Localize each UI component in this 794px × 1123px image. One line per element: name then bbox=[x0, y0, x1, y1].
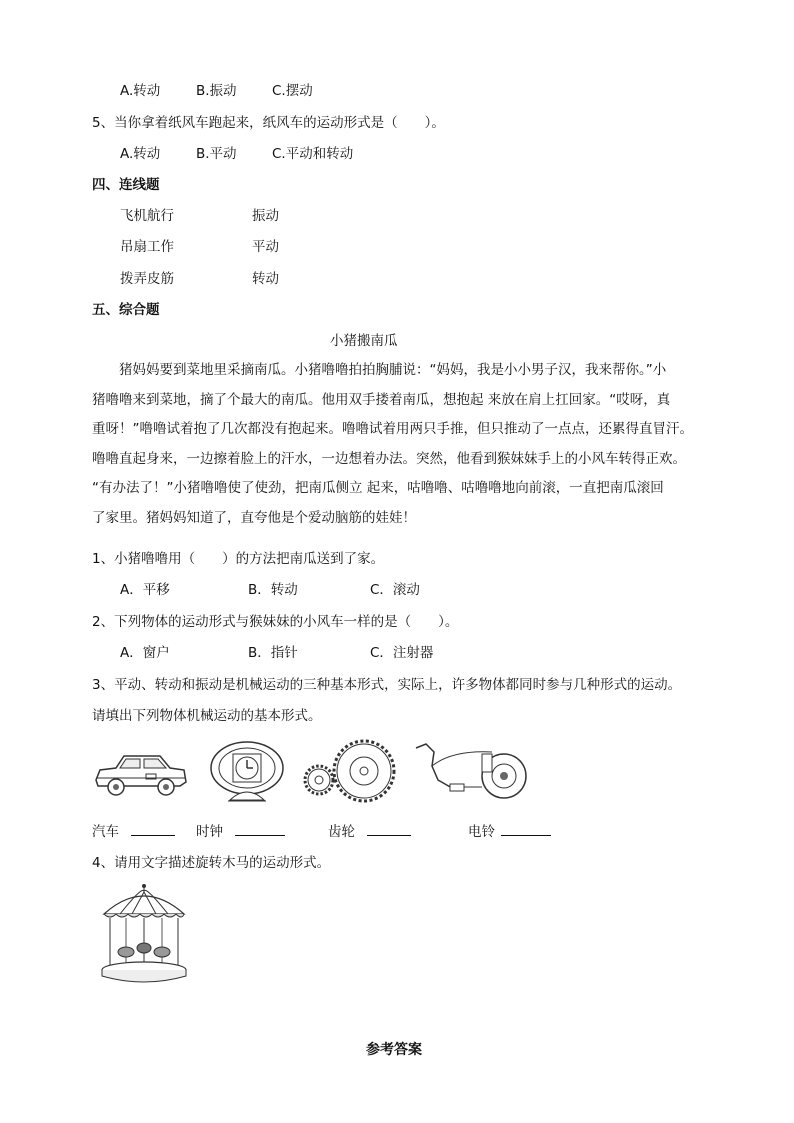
answer-blank[interactable] bbox=[501, 822, 551, 836]
option-a: A.转动 bbox=[120, 146, 161, 162]
option-b: B．转动 bbox=[248, 582, 298, 598]
question-5-stem: 5、当你拿着纸风车跑起来，纸风车的运动形式是（ ）。 bbox=[92, 115, 445, 131]
answer-blank[interactable] bbox=[131, 822, 175, 836]
fill-blank-gear bbox=[328, 822, 411, 842]
item-label: 电铃 bbox=[468, 824, 495, 840]
section-4-title: 四、连线题 bbox=[92, 177, 160, 193]
section-5-title: 五、综合题 bbox=[92, 302, 160, 318]
option-c: C.平动和转动 bbox=[272, 146, 354, 162]
match-left-item: 拨弄皮筋 bbox=[120, 271, 174, 287]
option-b: B．指针 bbox=[248, 645, 298, 661]
option-c: C．注射器 bbox=[370, 645, 434, 661]
fill-blank-car bbox=[92, 822, 175, 842]
clock-illustration bbox=[208, 740, 286, 804]
story-line: 猪噜噜来到菜地，摘了个最大的南瓜。他用双手搂着南瓜，想抱起 来放在肩上扛回家。“哎呀，真 bbox=[92, 391, 671, 408]
item-label: 时钟 bbox=[196, 824, 223, 840]
answer-title: 参考答案 bbox=[366, 1042, 422, 1058]
option-a: A．窗户 bbox=[120, 645, 170, 661]
gears-illustration bbox=[302, 738, 398, 804]
option-c: C.摆动 bbox=[272, 83, 313, 99]
sub-question-1-stem: 1、小猪噜噜用（ ）的方法把南瓜送到了家。 bbox=[92, 551, 385, 567]
match-right-item: 转动 bbox=[252, 271, 279, 287]
option-a: A．平移 bbox=[120, 582, 170, 598]
option-b: B.平动 bbox=[196, 146, 237, 162]
sub-question-4-stem: 4、请用文字描述旋转木马的运动形式。 bbox=[92, 855, 331, 871]
sub-question-2-stem: 2、下列物体的运动形式与猴妹妹的小风车一样的是（ ）。 bbox=[92, 614, 459, 630]
story-line: 猪妈妈要到菜地里采摘南瓜。小猪噜噜拍拍胸脯说：“妈妈，我是小小男子汉，我来帮你。”小 bbox=[92, 362, 667, 378]
fill-blank-clock bbox=[196, 822, 285, 842]
story-line: “有办法了！”小猪噜噜使了使劲，把南瓜侧立 起来，咕噜噜、咕噜噜地向前滚，一直把南瓜滚回 bbox=[92, 480, 664, 496]
story-line: 重呀！”噜噜试着抱了几次都没有抱起来。噜噜试着用两只手推，但只推动了一点点，还累得直冒汗。 bbox=[92, 421, 693, 437]
answer-blank[interactable] bbox=[235, 822, 285, 836]
story-paragraph bbox=[92, 356, 704, 533]
item-label: 齿轮 bbox=[328, 824, 355, 840]
match-right-item: 振动 bbox=[252, 208, 279, 224]
story-line: 噜噜直起身来，一边擦着脸上的汗水，一边想着办法。突然，他看到猴妹妹手上的小风车转得正欢。 bbox=[92, 450, 686, 467]
sub-question-3-stem: 3、平动、转动和振动是机械运动的三种基本形式，实际上，许多物体都同时参与几种形式的运动。 bbox=[92, 677, 682, 693]
item-label: 汽车 bbox=[92, 824, 119, 840]
sub-question-3-stem-cont: 请填出下列物体机械运动的基本形式。 bbox=[92, 708, 322, 724]
answer-blank[interactable] bbox=[367, 822, 411, 836]
story-line: 了家里。猪妈妈知道了，直夸他是个爱动脑筋的娃娃！ bbox=[92, 509, 416, 526]
story-title: 小猪搬南瓜 bbox=[330, 333, 398, 349]
match-right-item: 平动 bbox=[252, 239, 279, 255]
fill-blank-bell bbox=[468, 822, 551, 842]
option-b: B.振动 bbox=[196, 83, 237, 99]
carousel-illustration bbox=[98, 882, 190, 986]
electric-bell-illustration bbox=[412, 740, 530, 802]
match-left-item: 吊扇工作 bbox=[120, 239, 174, 255]
match-left-item: 飞机航行 bbox=[120, 208, 174, 224]
option-c: C．滚动 bbox=[370, 582, 420, 598]
option-a: A.转动 bbox=[120, 83, 161, 99]
car-illustration bbox=[90, 748, 190, 800]
